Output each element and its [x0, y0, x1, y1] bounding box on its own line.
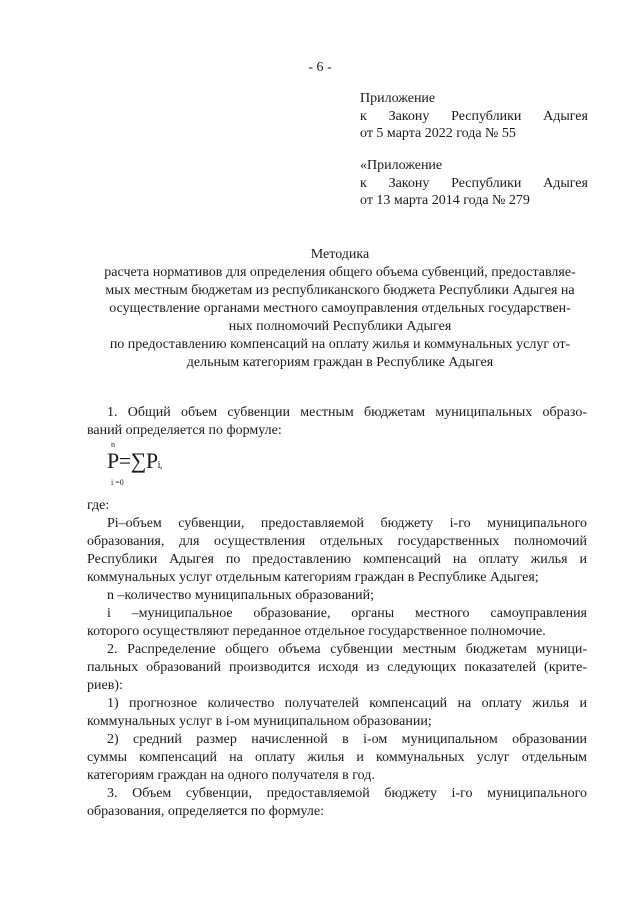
formula-subscript: i	[157, 460, 160, 471]
appendix-new-law	[360, 90, 588, 143]
where-label: где:	[87, 498, 110, 513]
formula-expression: P=∑Pi,	[107, 448, 162, 473]
title-line: ных полномочий Республики Адыгея	[228, 319, 452, 334]
formula-total-subvention	[107, 440, 227, 490]
definition-pi: Республики Адыгея по предоставлению компенсаций на оплату жилья и	[87, 552, 587, 567]
criterion-item-2: категориям граждан на одного получателя в год.	[87, 768, 375, 783]
definition-pi: коммунальных услуг отдельным категориям граждан в Республике Адыгея;	[87, 570, 539, 585]
title-line: расчета нормативов для определения общего объема субвенций, предоставляе-	[104, 265, 576, 280]
title-line: дельным категориям граждан в Республике Адыгея	[186, 355, 494, 370]
formula-lower-limit: i =0	[111, 478, 124, 487]
criterion-item-2: 2) средний размер начисленной в i-ом муниципальном образовании	[107, 732, 587, 747]
criterion-item-2: суммы компенсаций на оплату жилья и коммунальных услуг отдельным	[87, 750, 587, 765]
appendix-new-line2: к Закону Республики Адыгея	[360, 108, 588, 124]
appendix-new-line1: Приложение	[360, 91, 436, 106]
paragraph-line: риев):	[87, 678, 123, 693]
paragraph-line: 2. Распределение общего объема субвенции местным бюджетам муници-	[107, 642, 587, 657]
criterion-item-1: коммунальных услуг в i-ом муниципальном образовании;	[87, 714, 432, 729]
paragraph-line: 1. Общий объем субвенции местным бюджетам муниципальных образо-	[107, 405, 587, 420]
section-1	[87, 404, 587, 440]
definitions	[87, 497, 587, 641]
paragraph-line: образования, определяется по формуле:	[87, 804, 324, 819]
formula-upper-limit: n	[111, 440, 115, 449]
appendix-old-line1: «Приложение	[360, 158, 443, 173]
paragraph-line: 3. Объем субвенции, предоставляемой бюджету i-го муниципального	[107, 786, 587, 801]
page-number: - 6 -	[308, 60, 332, 75]
title-line: осуществление органами местного самоуправления отдельных государствен-	[109, 301, 571, 316]
definition-pi: образования, для осуществления отдельных государственных полномочий	[87, 534, 587, 549]
definition-pi: Pi–объем субвенции, предоставляемой бюджету i-го муниципального	[107, 516, 587, 531]
appendix-old-law	[360, 157, 588, 210]
appendix-old-line3: от 13 марта 2014 года № 279	[360, 193, 530, 208]
criterion-item-1: 1) прогнозное количество получателей компенсаций на оплату жилья и	[107, 696, 587, 711]
appendix-old-line2: к Закону Республики Адыгея	[360, 175, 588, 191]
definition-i: которого осуществляют переданное отдельное государственное полномочие.	[87, 624, 546, 639]
title-line: по предоставлению компенсаций на оплату жилья и коммунальных услуг от-	[109, 337, 571, 352]
title-line: мых местным бюджетам из республиканского бюджета Республики Адыгея на	[105, 283, 575, 298]
paragraph-line: ваний определяется по формуле:	[87, 423, 282, 438]
section-3	[87, 785, 587, 821]
definition-n: n –количество муниципальных образований;	[107, 588, 375, 603]
methodology-title	[70, 246, 610, 372]
appendix-new-line3: от 5 марта 2022 года № 55	[360, 126, 516, 141]
section-2	[87, 641, 587, 785]
paragraph-line: пальных образований производится исходя из следующих показателей (крите-	[87, 660, 587, 675]
title-heading: Методика	[310, 247, 370, 262]
definition-i: i –муниципальное образование, органы местного самоуправления	[107, 606, 587, 621]
